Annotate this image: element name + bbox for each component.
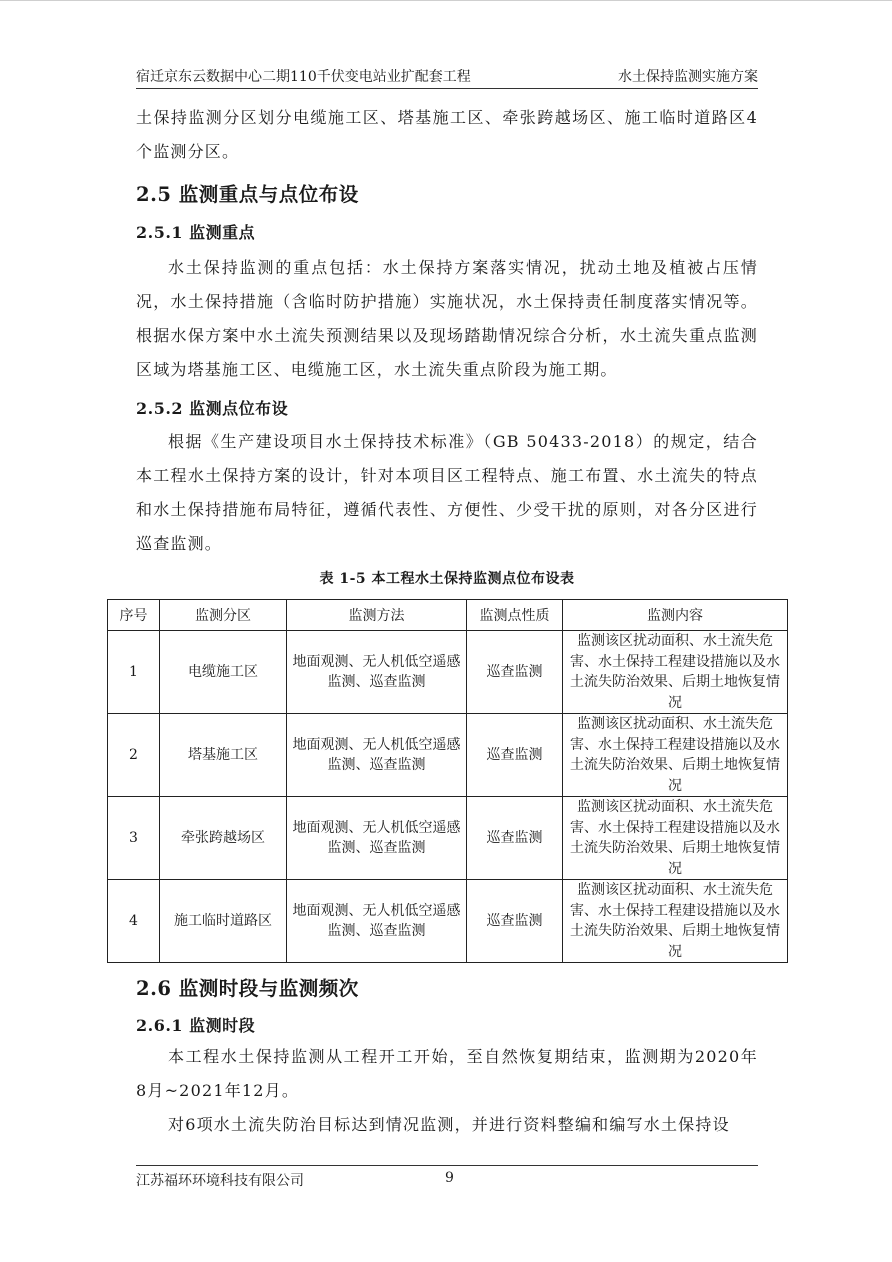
cell-point-type: 巡查监测 [467, 880, 563, 963]
paragraph-2-6-1-targets: 对6项水土流失防治目标达到情况监测，并进行资料整编和编写水土保持设 [168, 1115, 730, 1134]
cell-point-type: 巡查监测 [467, 797, 563, 880]
table-row [108, 714, 788, 797]
cell-content: 监测该区扰动面积、水土流失危害、水土保持工程建设措施以及水土流失防治效果、后期土地恢复情况 [563, 631, 788, 714]
subsection-heading-2-5-2: 2.5.2 监测点位布设 [136, 399, 289, 418]
column-header-index: 序号 [108, 600, 160, 631]
intro-paragraph: 土保持监测分区划分电缆施工区、塔基施工区、牵张跨越场区、施工临时道路区4个监测分区。 [136, 108, 758, 161]
cell-method: 地面观测、无人机低空遥感监测、巡查监测 [287, 880, 467, 963]
cell-index: 4 [108, 880, 160, 963]
column-header-point-type: 监测点性质 [467, 600, 563, 631]
cell-zone: 塔基施工区 [160, 714, 287, 797]
page-top-border [0, 0, 892, 1]
section-heading-2-5: 2.5 监测重点与点位布设 [136, 183, 359, 206]
table-caption: 表 1-5 本工程水土保持监测点位布设表 [319, 571, 575, 587]
section-heading-2-6: 2.6 监测时段与监测频次 [136, 977, 359, 1000]
cell-content: 监测该区扰动面积、水土流失危害、水土保持工程建设措施以及水土流失防治效果、后期土地恢复情况 [563, 880, 788, 963]
cell-method: 地面观测、无人机低空遥感监测、巡查监测 [287, 797, 467, 880]
cell-method: 地面观测、无人机低空遥感监测、巡查监测 [287, 714, 467, 797]
footer-divider [136, 1165, 758, 1166]
table-row [108, 797, 788, 880]
column-header-zone: 监测分区 [160, 600, 287, 631]
header-document-title: 水土保持监测实施方案 [618, 69, 758, 85]
paragraph-2-5-1: 水土保持监测的重点包括：水土保持方案落实情况，扰动土地及植被占压情况，水土保持措施（含临时防护措施）实施状况，水土保持责任制度落实情况等。根据水保方案中水土流失预测结果以及现场踏勘情况综合分析，水土流失重点监测区域为塔基施工区、电缆施工区，水土流失重点阶段为施工期。 [136, 258, 758, 379]
paragraph-2-5-2: 根据《生产建设项目水土保持技术标准》（GB 50433-2018）的规定，结合本工程水土保持方案的设计，针对本项目区工程特点、施工布置、水土流失的特点和水土保持措施布局特征，遵循代表性、方便性、少受干扰的原则，对各分区进行巡查监测。 [136, 432, 758, 553]
cell-zone: 牵张跨越场区 [160, 797, 287, 880]
cell-index: 2 [108, 714, 160, 797]
cell-method: 地面观测、无人机低空遥感监测、巡查监测 [287, 631, 467, 714]
cell-point-type: 巡查监测 [467, 631, 563, 714]
cell-content: 监测该区扰动面积、水土流失危害、水土保持工程建设措施以及水土流失防治效果、后期土地恢复情况 [563, 797, 788, 880]
column-header-method: 监测方法 [287, 600, 467, 631]
table-header-row [108, 600, 788, 631]
cell-zone: 电缆施工区 [160, 631, 287, 714]
footer-company: 江苏福环环境科技有限公司 [136, 1173, 304, 1189]
page-number: 9 [445, 1170, 454, 1186]
table-row [108, 880, 788, 963]
cell-content: 监测该区扰动面积、水土流失危害、水土保持工程建设措施以及水土流失防治效果、后期土地恢复情况 [563, 714, 788, 797]
cell-index: 3 [108, 797, 160, 880]
column-header-content: 监测内容 [563, 600, 788, 631]
page-header [136, 64, 758, 86]
subsection-heading-2-6-1: 2.6.1 监测时段 [136, 1016, 256, 1035]
table-row [108, 631, 788, 714]
paragraph-2-6-1-period: 本工程水土保持监测从工程开工开始，至自然恢复期结束，监测期为2020年8月~2021年12月。 [136, 1047, 758, 1100]
monitoring-points-table [107, 599, 788, 963]
header-divider [136, 88, 758, 89]
header-project-title: 宿迁京东云数据中心二期110千伏变电站业扩配套工程 [136, 69, 471, 85]
subsection-heading-2-5-1: 2.5.1 监测重点 [136, 223, 256, 242]
cell-zone: 施工临时道路区 [160, 880, 287, 963]
cell-point-type: 巡查监测 [467, 714, 563, 797]
cell-index: 1 [108, 631, 160, 714]
